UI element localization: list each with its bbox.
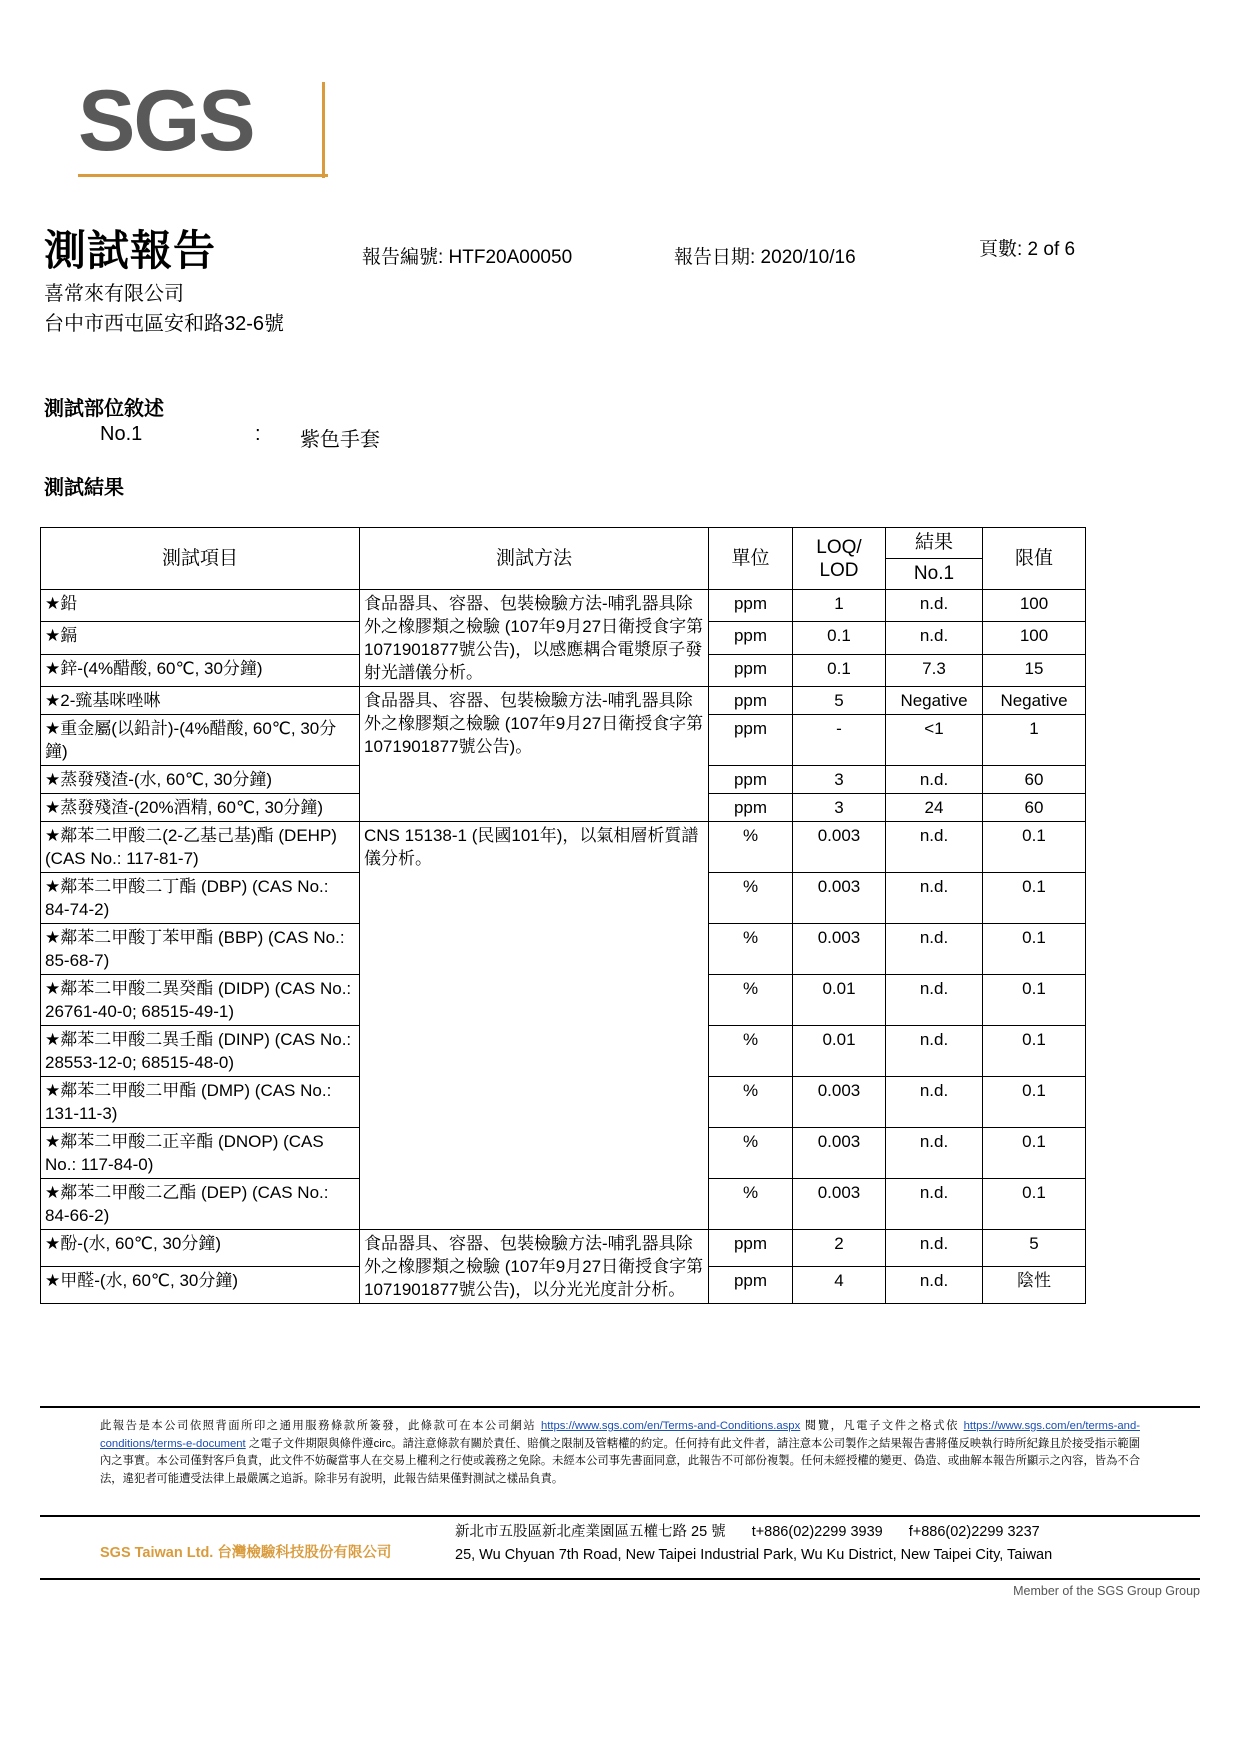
cell-loq: 3 (793, 794, 886, 822)
cell-result: n.d. (886, 1026, 983, 1077)
cell-limit: 5 (983, 1230, 1086, 1267)
cell-limit: 0.1 (983, 1026, 1086, 1077)
cell-limit: 100 (983, 622, 1086, 654)
cell-result: n.d. (886, 1128, 983, 1179)
cell-loq: 0.003 (793, 1179, 886, 1230)
results-table-head (41, 528, 1086, 590)
cell-unit: ppm (709, 622, 793, 654)
cell-unit: ppm (709, 1230, 793, 1267)
cell-result: n.d. (886, 1230, 983, 1267)
table-row (41, 822, 1086, 873)
cell-limit: 0.1 (983, 975, 1086, 1026)
test-results-heading: 測試結果 (44, 477, 124, 499)
results-table-wrapper (40, 527, 1068, 1304)
col-header-test-item: 測試項目 (41, 528, 360, 590)
sgs-logo-text: SGS (78, 73, 254, 169)
client-address: 台中市西屯區安和路32-6號 (44, 313, 285, 335)
footer-address-cn: 新北市五股區新北產業園區五權七路 25 號 (455, 1524, 726, 1540)
cell-test-item: ★鉛 (41, 590, 360, 622)
cell-loq: 0.1 (793, 622, 886, 654)
col-header-loq-line2: LOD (819, 559, 859, 581)
cell-unit: ppm (709, 590, 793, 622)
cell-result: 24 (886, 794, 983, 822)
cell-unit: % (709, 873, 793, 924)
footer-fax: f+886(02)2299 3237 (908, 1524, 1040, 1540)
cell-test-item: ★鄰苯二甲酸二丁酯 (DBP) (CAS No.: 84-74-2) (41, 873, 360, 924)
footer-address-block (455, 1521, 1155, 1567)
cell-limit: 60 (983, 794, 1086, 822)
col-header-loq-lod (793, 528, 886, 590)
cell-limit: 100 (983, 590, 1086, 622)
cell-test-method: 食品器具、容器、包裝檢驗方法-哺乳器具除外之橡膠類之檢驗 (107年9月27日衛授食字第1071901877號公告)。 (360, 687, 709, 822)
cell-result: n.d. (886, 766, 983, 794)
cell-unit: ppm (709, 1267, 793, 1304)
cell-result: n.d. (886, 590, 983, 622)
table-row (41, 590, 1086, 622)
cell-unit: ppm (709, 794, 793, 822)
sgs-logo (78, 73, 338, 178)
cell-test-item: ★甲醛-(水, 60℃, 30分鐘) (41, 1267, 360, 1304)
cell-result: n.d. (886, 1179, 983, 1230)
cell-test-item: ★蒸發殘渣-(水, 60℃, 30分鐘) (41, 766, 360, 794)
disclaimer-part-2: 閱覽，凡電子文件之格式依 (800, 1420, 964, 1432)
cell-limit: 0.1 (983, 924, 1086, 975)
cell-test-item: ★鋅-(4%醋酸, 60℃, 30分鐘) (41, 654, 360, 686)
cell-result: n.d. (886, 622, 983, 654)
cell-test-method: CNS 15138-1 (民國101年)，以氣相層析質譜儀分析。 (360, 822, 709, 1230)
footer-address-line-cn (455, 1521, 1155, 1544)
sgs-entity-name (100, 1541, 391, 1562)
terms-and-conditions-link[interactable]: https://www.sgs.com/en/Terms-and-Conditions.aspx (540, 1420, 801, 1432)
table-row (41, 1230, 1086, 1267)
footer-disclaimer (100, 1418, 1140, 1488)
cell-unit: % (709, 822, 793, 873)
cell-test-item: ★鄰苯二甲酸丁苯甲酯 (BBP) (CAS No.: 85-68-7) (41, 924, 360, 975)
cell-test-item: ★2-巰基咪唑啉 (41, 687, 360, 715)
col-header-test-method: 測試方法 (360, 528, 709, 590)
cell-loq: 4 (793, 1267, 886, 1304)
cell-loq: 3 (793, 766, 886, 794)
page-number: 頁數: 2 of 6 (979, 239, 1076, 260)
report-date: 報告日期: 2020/10/16 (674, 247, 856, 268)
cell-test-item: ★鄰苯二甲酸二(2-乙基己基)酯 (DEHP) (CAS No.: 117-81-7) (41, 822, 360, 873)
cell-test-method: 食品器具、容器、包裝檢驗方法-哺乳器具除外之橡膠類之檢驗 (107年9月27日衛授食字第1071901877號公告)，以感應耦合電漿原子發射光譜儀分析。 (360, 590, 709, 687)
cell-loq: 1 (793, 590, 886, 622)
cell-limit: 0.1 (983, 822, 1086, 873)
cell-unit: % (709, 1179, 793, 1230)
cell-unit: % (709, 975, 793, 1026)
cell-limit: 1 (983, 715, 1086, 766)
footer-address-en: 25, Wu Chyuan 7th Road, New Taipei Industrial Park, Wu Ku District, New Taipei City, Taiwan (455, 1547, 1053, 1563)
cell-loq: 0.01 (793, 1026, 886, 1077)
cell-unit: ppm (709, 687, 793, 715)
col-header-unit: 單位 (709, 528, 793, 590)
cell-result: n.d. (886, 1077, 983, 1128)
cell-limit: 0.1 (983, 1128, 1086, 1179)
disclaimer-part-1: 此報告是本公司依照背面所印之通用服務條款所簽發，此條款可在本公司網站 (100, 1420, 541, 1432)
page-title: 測試報告 (44, 227, 217, 274)
cell-result: 7.3 (886, 654, 983, 686)
cell-test-item: ★酚-(水, 60℃, 30分鐘) (41, 1230, 360, 1267)
cell-loq: 0.003 (793, 873, 886, 924)
cell-test-item: ★鄰苯二甲酸二甲酯 (DMP) (CAS No.: 131-11-3) (41, 1077, 360, 1128)
col-header-result (886, 528, 983, 590)
report-number: 報告編號: HTF20A00050 (362, 247, 573, 268)
cell-test-item: ★鄰苯二甲酸二正辛酯 (DNOP) (CAS No.: 117-84-0) (41, 1128, 360, 1179)
cell-unit: % (709, 1128, 793, 1179)
sample-description-heading: 測試部位敘述 (44, 398, 164, 420)
sgs-group-member-note: Member of the SGS Group Group (1013, 1584, 1200, 1598)
col-header-result-sub: No.1 (913, 563, 955, 584)
cell-result: n.d. (886, 924, 983, 975)
cell-unit: % (709, 1026, 793, 1077)
report-header (44, 228, 1204, 348)
cell-loq: 2 (793, 1230, 886, 1267)
cell-unit: % (709, 1077, 793, 1128)
table-row (41, 687, 1086, 715)
footer-divider-top (40, 1406, 1200, 1408)
cell-loq: 0.003 (793, 1128, 886, 1179)
footer-telephone: t+886(02)2299 3939 (751, 1524, 883, 1540)
footer-address-line-en (455, 1544, 1155, 1567)
cell-test-item: ★重金屬(以鉛計)-(4%醋酸, 60℃, 30分鐘) (41, 715, 360, 766)
cell-test-method: 食品器具、容器、包裝檢驗方法-哺乳器具除外之橡膠類之檢驗 (107年9月27日衛授食字第1071901877號公告)，以分光光度計分析。 (360, 1230, 709, 1304)
sgs-entity-en: SGS Taiwan Ltd. (100, 1545, 214, 1561)
cell-loq: 0.01 (793, 975, 886, 1026)
cell-unit: ppm (709, 715, 793, 766)
client-name: 喜常來有限公司 (44, 283, 184, 305)
cell-loq: 0.003 (793, 822, 886, 873)
cell-loq: 0.003 (793, 924, 886, 975)
cell-limit: 陰性 (983, 1267, 1086, 1304)
cell-test-item: ★鄰苯二甲酸二乙酯 (DEP) (CAS No.: 84-66-2) (41, 1179, 360, 1230)
cell-unit: ppm (709, 654, 793, 686)
results-table-body (41, 590, 1086, 1304)
cell-test-item: ★鄰苯二甲酸二異壬酯 (DINP) (CAS No.: 28553-12-0; 68515-48-0) (41, 1026, 360, 1077)
cell-loq: 5 (793, 687, 886, 715)
cell-result: n.d. (886, 822, 983, 873)
cell-result: <1 (886, 715, 983, 766)
sgs-entity-cn: 台灣檢驗科技股份有限公司 (217, 1545, 392, 1561)
cell-test-item: ★鄰苯二甲酸二異癸酯 (DIDP) (CAS No.: 26761-40-0; 68515-49-1) (41, 975, 360, 1026)
cell-unit: % (709, 924, 793, 975)
cell-limit: 60 (983, 766, 1086, 794)
cell-unit: ppm (709, 766, 793, 794)
cell-loq: 0.003 (793, 1077, 886, 1128)
logo-vertical-rule (322, 82, 325, 178)
disclaimer-part-3: 之電子文件期限與條件遵circ。請注意條款有關於責任、賠償之限制及管轄權的約定。任何持有此文件者，請注意本公司製作之結果報告書將僅反映執行時所紀錄且於接受指示範圍內之事實。本公司僅對客戶負責，此文件不妨礙當事人在交易上權利之行使或義務之免除。未經本公司事先書面同意，此報告不可部份複製。任何未經授權的變更、偽造、或曲解本報告所顯示之內容，皆為不合法，違犯者可能遭受法律上最嚴厲之追訴。除非另有說明，此報告結果僅對測試之樣品負責。 (100, 1437, 1140, 1485)
col-header-result-group: 結果 (886, 528, 982, 559)
cell-result: n.d. (886, 975, 983, 1026)
cell-loq: - (793, 715, 886, 766)
cell-limit: 0.1 (983, 1077, 1086, 1128)
cell-limit: 0.1 (983, 1179, 1086, 1230)
col-header-limit: 限值 (983, 528, 1086, 590)
cell-test-item: ★蒸發殘渣-(20%酒精, 60℃, 30分鐘) (41, 794, 360, 822)
results-table (40, 527, 1086, 1304)
footer-divider-bottom (40, 1578, 1200, 1580)
cell-loq: 0.1 (793, 654, 886, 686)
cell-limit: Negative (983, 687, 1086, 715)
cell-result: n.d. (886, 873, 983, 924)
cell-result: Negative (886, 687, 983, 715)
footer-divider-middle (40, 1515, 1200, 1517)
sample-no-label: No.1 (100, 423, 143, 445)
cell-limit: 0.1 (983, 873, 1086, 924)
sample-colon: : (255, 423, 261, 445)
cell-limit: 15 (983, 654, 1086, 686)
logo-horizontal-rule (78, 174, 328, 177)
sample-description-value: 紫色手套 (300, 429, 380, 451)
col-header-loq-line1: LOQ/ (816, 536, 862, 558)
terms-e-document-link[interactable]: https://www.sgs.com/en/terms-and-conditions/terms-e-document (100, 1420, 1140, 1450)
cell-test-item: ★鎘 (41, 622, 360, 654)
table-header-row (41, 528, 1086, 590)
cell-result: n.d. (886, 1267, 983, 1304)
